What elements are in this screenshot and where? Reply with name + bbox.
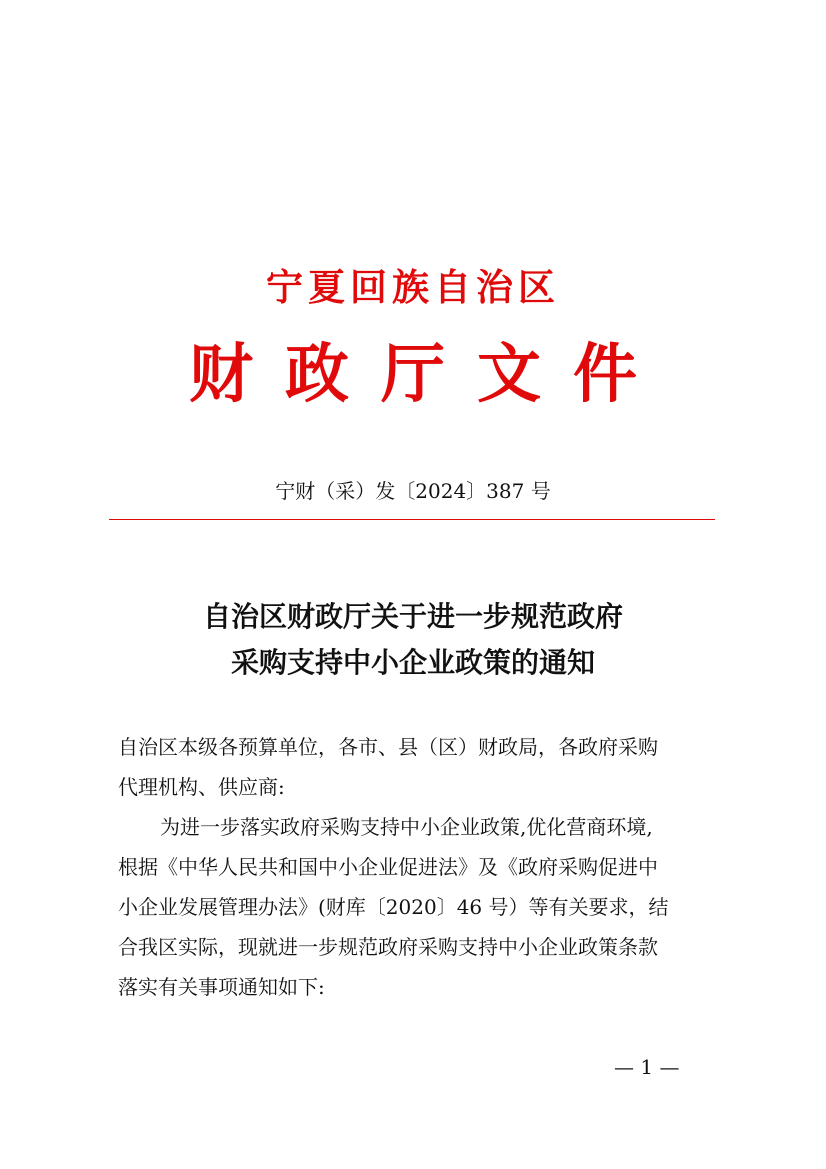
body-line: 自治区本级各预算单位，各市、县（区）财政局，各政府采购	[118, 735, 658, 759]
body-line: 为进一步落实政府采购支持中小企业政策,优化营商环境,	[160, 815, 653, 839]
document-title	[0, 594, 826, 686]
document-number: 宁财（采）发〔2024〕387 号	[275, 479, 551, 503]
body-line: 代理机构、供应商:	[118, 775, 285, 799]
body-line: 小企业发展管理办法》(财库〔2020〕46 号）等有关要求，结	[118, 895, 669, 919]
body-line: 根据《中华人民共和国中小企业促进法》及《政府采购促进中	[118, 855, 658, 879]
title-line-2: 采购支持中小企业政策的通知	[230, 646, 595, 679]
document-type-heading: 财政厅文件	[189, 337, 669, 412]
title-line-1: 自治区财政厅关于进一步规范政府	[202, 600, 623, 633]
body-line: 合我区实际，现就进一步规范政府采购支持中小企业政策条款	[118, 935, 658, 959]
red-divider	[109, 519, 715, 520]
page-number: — 1 —	[614, 1055, 680, 1079]
body-line: 落实有关事项通知如下:	[118, 975, 325, 999]
document-body	[118, 727, 692, 1007]
issuer-name: 宁夏回族自治区	[266, 265, 560, 309]
